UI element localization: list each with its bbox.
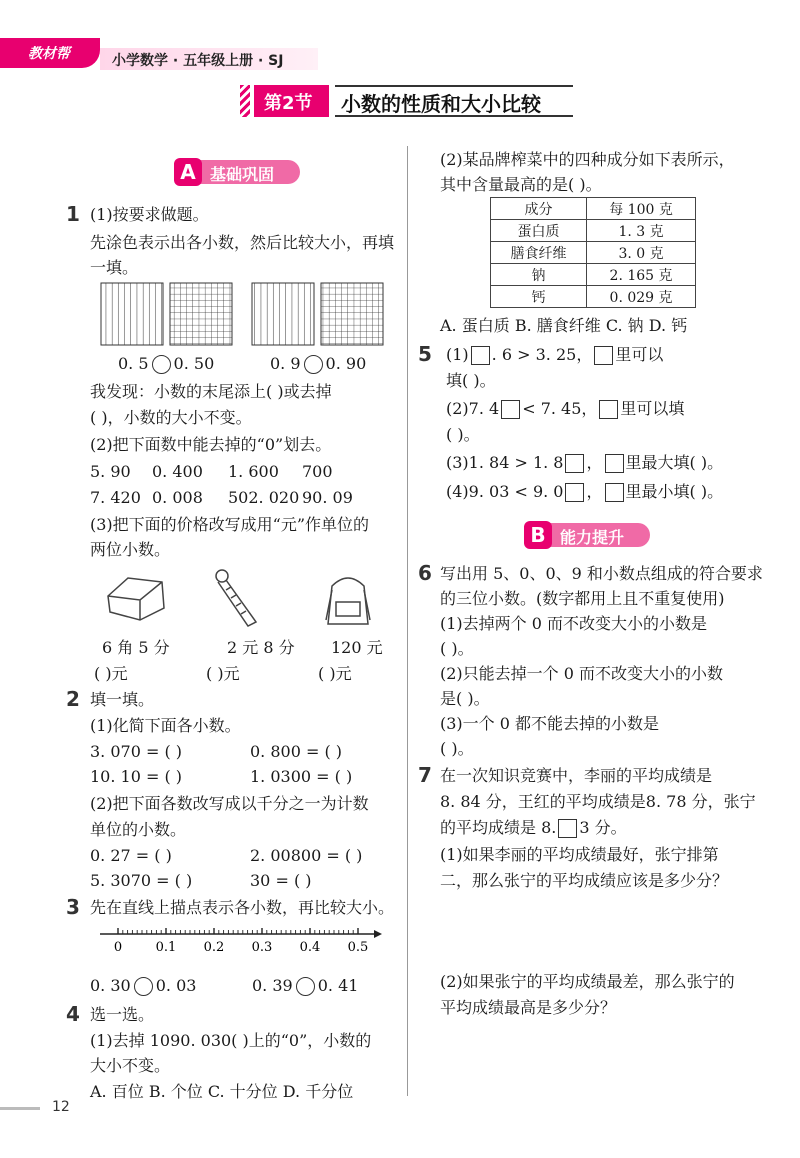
q1-instruction-line2: 一填。 — [90, 258, 139, 277]
q2-part2-line1: (2)把下面各数改写成以千分之一为计数 — [90, 794, 369, 813]
q5-text: < 7. 45， — [522, 399, 598, 418]
part-a-banner — [174, 158, 304, 186]
question-number-4: 4 — [66, 1002, 80, 1026]
q6-line2: 的三位小数。(数字都用上且不重复使用) — [440, 589, 725, 608]
cmp-a: 0. 39 — [252, 976, 293, 995]
q3-compare-2 — [252, 976, 358, 996]
tick-label: 0.4 — [299, 940, 321, 955]
table-row — [491, 286, 696, 308]
part-b-letter: B — [524, 521, 552, 549]
q4-part1-line2: 大小不变。 — [90, 1056, 171, 1075]
q6-line7: (3)一个 0 都不能去掉的小数是 — [440, 714, 660, 733]
question-number-7: 7 — [418, 763, 432, 787]
eraser-icon — [108, 578, 164, 620]
q7-line2: 8. 84 分，王红的平均成绩是8. 78 分，张宁 — [440, 792, 756, 811]
cmp-right-b: 0. 90 — [325, 354, 367, 373]
number-item[interactable]: 0. 400 — [152, 462, 203, 481]
q1-part2-title: (2)把下面数中能去掉的“0”划去。 — [90, 435, 332, 454]
number-item[interactable]: 700 — [302, 462, 333, 481]
q5-label: (1) — [446, 345, 469, 364]
answer-blank-yuan-2[interactable]: ( )元 — [206, 664, 240, 683]
part-a-letter: A — [174, 158, 202, 186]
answer-box[interactable] — [471, 346, 490, 365]
q5-line2 — [446, 399, 684, 419]
answer-box[interactable] — [565, 483, 584, 502]
answer-box[interactable] — [605, 454, 624, 473]
number-item[interactable]: 5. 90 — [90, 462, 131, 481]
q5-line2-blank[interactable]: ( )。 — [446, 425, 480, 444]
q5-text: 里可以填 — [620, 399, 685, 418]
table-row — [491, 264, 696, 286]
tick-label: 0.1 — [155, 940, 177, 955]
q5-label: (4)9. 03 < 9. 0 — [446, 482, 564, 501]
q7-part2-line2: 平均成绩最高是多少分？ — [440, 998, 617, 1017]
answer-box[interactable] — [605, 483, 624, 502]
q4-title: 选一选。 — [90, 1005, 155, 1024]
q3-title: 先在直线上描点表示各小数，再比较大小。 — [90, 898, 395, 917]
question-number-5: 5 — [418, 342, 432, 366]
q5-text: 里可以 — [615, 345, 664, 364]
number-line[interactable] — [96, 924, 386, 956]
q5-line4 — [446, 482, 723, 502]
q1-instruction-line1: 先涂色表示出各小数，然后比较大小，再填 — [90, 233, 395, 252]
table-row — [491, 198, 696, 220]
question-number-3: 3 — [66, 895, 80, 919]
compare-circle[interactable] — [134, 977, 153, 996]
q4-part1-options[interactable]: A. 百位 B. 个位 C. 十分位 D. 千分位 — [90, 1082, 354, 1101]
column-divider — [407, 146, 408, 1096]
nutrition-table — [490, 197, 696, 308]
q2-convert-3[interactable]: 5. 3070 = ( ) — [90, 871, 193, 890]
q2-title: 填一填。 — [90, 690, 155, 709]
q7-text: 的平均成绩是 8. — [440, 818, 557, 837]
table-cell: 蛋白质 — [491, 220, 587, 242]
answer-box[interactable] — [599, 400, 618, 419]
table-cell: 钙 — [491, 286, 587, 308]
q5-text: ， — [586, 453, 603, 472]
q5-line1 — [446, 345, 663, 365]
compare-circle[interactable] — [304, 355, 323, 374]
q6-line1: 写出用 5、0、0、9 和小数点组成的符合要求 — [440, 564, 763, 583]
q2-simplify-3[interactable]: 10. 10 = ( ) — [90, 767, 183, 786]
q4-part2-line1: (2)某品牌榨菜中的四种成分如下表所示， — [440, 150, 735, 169]
tick-label: 0.3 — [251, 940, 273, 955]
q7-part1-line1: (1)如果李丽的平均成绩最好，张宁排第 — [440, 845, 719, 864]
table-row — [491, 242, 696, 264]
compare-circle[interactable] — [152, 355, 171, 374]
q2-simplify-4[interactable]: 1. 0300 = ( ) — [250, 767, 353, 786]
number-item[interactable]: 1. 600 — [228, 462, 279, 481]
number-item[interactable]: 0. 008 — [152, 488, 203, 507]
q2-simplify-2[interactable]: 0. 800 = ( ) — [250, 742, 343, 761]
answer-box[interactable] — [565, 454, 584, 473]
q5-line1-blank[interactable]: 填( )。 — [446, 371, 496, 390]
part-b-label: 能力提升 — [560, 528, 625, 547]
brand-tab — [0, 38, 100, 68]
cmp-b: 0. 41 — [317, 976, 359, 995]
q4-part2-options[interactable]: A. 蛋白质 B. 膳食纤维 C. 钠 D. 钙 — [440, 316, 688, 335]
compare-row-2 — [270, 354, 366, 374]
number-item[interactable]: 7. 420 — [90, 488, 141, 507]
q6-blank1[interactable]: ( )。 — [440, 639, 474, 658]
compare-circle[interactable] — [296, 977, 315, 996]
q6-line5: (2)只能去掉一个 0 而不改变大小的小数 — [440, 664, 724, 683]
section-stripe-decoration — [240, 85, 250, 117]
part-a-label: 基础巩固 — [210, 165, 275, 184]
q7-line1: 在一次知识竞赛中，李丽的平均成绩是 — [440, 766, 713, 785]
question-number-1: 1 — [66, 202, 80, 226]
cmp-b: 0. 03 — [155, 976, 197, 995]
table-row — [491, 220, 696, 242]
cmp-left-b: 0. 50 — [173, 354, 215, 373]
table-cell: 1. 3 克 — [587, 220, 696, 242]
q2-part2-line2: 单位的小数。 — [90, 820, 187, 839]
q2-convert-1[interactable]: 0. 27 = ( ) — [90, 846, 172, 865]
q5-text: . 6 > 3. 25， — [491, 345, 593, 364]
q1-find-line2[interactable]: ( )，小数的大小不变。 — [90, 408, 252, 427]
q1-part3-line1: (3)把下面的价格改写成用“元”作单位的 — [90, 515, 370, 534]
q4-part1-line1[interactable]: (1)去掉 1090. 030( )上的“0”，小数的 — [90, 1031, 372, 1050]
grid-tenths-2 — [252, 283, 314, 345]
footer-line — [0, 1107, 40, 1110]
part-b-banner — [524, 521, 654, 549]
q1-part3-line2: 两位小数。 — [90, 540, 171, 559]
tick-label: 0.5 — [347, 940, 369, 955]
number-item[interactable]: 90. 09 — [302, 488, 353, 507]
cmp-right-a: 0. 9 — [270, 354, 301, 373]
section-title-text: 小数的性质和大小比较 — [341, 92, 541, 116]
q3-compare-1 — [90, 976, 196, 996]
q2-convert-4[interactable]: 30 = ( ) — [250, 871, 312, 890]
q4-part2-line2[interactable]: 其中含量最高的是( )。 — [440, 175, 602, 194]
price-label-3: 120 元 — [331, 638, 383, 657]
table-header-cell: 成分 — [491, 198, 587, 220]
q2-simplify-1[interactable]: 3. 070 = ( ) — [90, 742, 183, 761]
price-label-2: 2 元 8 分 — [227, 638, 295, 657]
q2-part1-title: (1)化简下面各小数。 — [90, 716, 241, 735]
q6-line3: (1)去掉两个 0 而不改变大小的小数是 — [440, 614, 708, 633]
q5-text[interactable]: 里最大填( )。 — [625, 453, 724, 472]
number-item[interactable]: 502. 020 — [228, 488, 300, 507]
decimal-grids — [100, 282, 400, 346]
table-header-cell: 每 100 克 — [587, 198, 696, 220]
price-items-illustration — [100, 568, 400, 630]
price-label-1: 6 角 5 分 — [102, 638, 170, 657]
q5-text: ， — [586, 482, 603, 501]
q5-text[interactable]: 里最小填( )。 — [625, 482, 724, 501]
answer-box[interactable] — [594, 346, 613, 365]
q1-part1-title: (1)按要求做题。 — [90, 205, 209, 224]
q7-text: 3 分。 — [579, 818, 627, 837]
grid-hundredths-2 — [321, 283, 383, 345]
q6-blank2[interactable]: 是( )。 — [440, 689, 490, 708]
backpack-icon — [326, 578, 370, 624]
table-cell: 0. 029 克 — [587, 286, 696, 308]
q5-label: (3)1. 84 > 1. 8 — [446, 453, 564, 472]
section-badge — [254, 85, 329, 117]
q1-find-line1[interactable]: 我发现：小数的末尾添上( )或去掉 — [90, 382, 332, 401]
table-cell: 2. 165 克 — [587, 264, 696, 286]
tick-label: 0 — [113, 940, 123, 955]
table-cell: 3. 0 克 — [587, 242, 696, 264]
subject-label: 小学数学 · 五年级上册 · SJ — [112, 53, 284, 69]
table-cell: 膳食纤维 — [491, 242, 587, 264]
ruler-icon — [216, 570, 256, 626]
grid-tenths-1 — [101, 283, 163, 345]
answer-blank-yuan-3[interactable]: ( )元 — [318, 664, 352, 683]
page-number: 12 — [52, 1099, 70, 1115]
grid-hundredths-1 — [170, 283, 232, 345]
table-cell: 钠 — [491, 264, 587, 286]
brand-label: 教材帮 — [28, 46, 70, 62]
subject-bar — [100, 48, 318, 70]
q5-label: (2)7. 4 — [446, 399, 500, 418]
q2-convert-2[interactable]: 2. 00800 = ( ) — [250, 846, 363, 865]
cmp-left-a: 0. 5 — [118, 354, 149, 373]
section-title — [335, 85, 573, 117]
answer-box[interactable] — [501, 400, 520, 419]
question-number-6: 6 — [418, 561, 432, 585]
question-number-2: 2 — [66, 687, 80, 711]
section-badge-label: 第2节 — [264, 93, 313, 114]
tick-label: 0.2 — [203, 940, 225, 955]
q6-blank3[interactable]: ( )。 — [440, 739, 474, 758]
answer-box[interactable] — [558, 819, 577, 838]
compare-row-1 — [118, 354, 214, 374]
q7-line3 — [440, 818, 627, 838]
q7-part1-line2: 二，那么张宁的平均成绩应该是多少分？ — [440, 871, 729, 890]
answer-blank-yuan-1[interactable]: ( )元 — [94, 664, 128, 683]
q5-line3 — [446, 453, 723, 473]
q7-part2-line1: (2)如果张宁的平均成绩最差，那么张宁的 — [440, 972, 735, 991]
cmp-a: 0. 30 — [90, 976, 131, 995]
